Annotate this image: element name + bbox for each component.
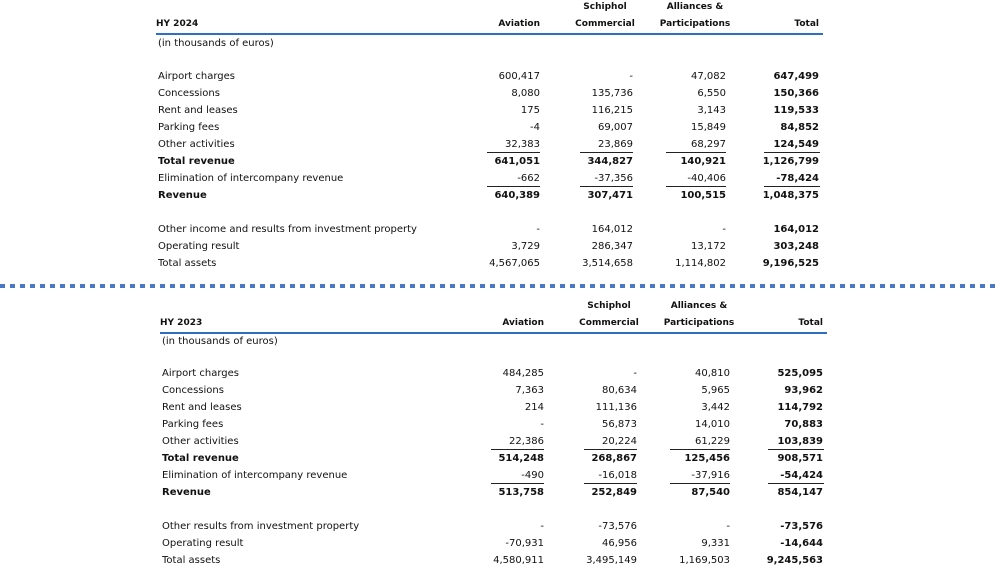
cell-alliances: 140,921: [680, 156, 726, 167]
row-label: Rent and leases: [158, 105, 238, 116]
row-label: Airport charges: [158, 71, 236, 82]
cell-schiphol: 164,012: [591, 224, 633, 235]
cell-total: 103,839: [777, 436, 823, 447]
cell-aviation: 7,363: [515, 385, 544, 396]
row-label: Total assets: [158, 258, 217, 269]
header-rule: [156, 33, 823, 35]
row-label: Parking fees: [162, 419, 224, 430]
row-label: Total assets: [162, 555, 221, 566]
cell-alliances: 14,010: [695, 419, 730, 430]
cell-aviation: 22,386: [509, 436, 544, 447]
row-label: Concessions: [158, 88, 220, 99]
cell-schiphol: 135,736: [591, 88, 633, 99]
segment-table-hy2023: [0, 290, 1000, 575]
row-label: Other activities: [158, 139, 235, 150]
row-label: Total revenue: [162, 453, 239, 464]
subtotal-rule: [666, 186, 726, 187]
col-header-total: Total: [798, 318, 823, 328]
cell-aviation: 640,389: [494, 190, 540, 201]
cell-aviation: -490: [521, 470, 544, 481]
period-label: HY 2024: [156, 19, 199, 29]
row-label: Concessions: [162, 385, 224, 396]
subtotal-rule: [670, 449, 730, 450]
cell-alliances: -40,406: [687, 173, 726, 184]
cell-aviation: 600,417: [498, 71, 540, 82]
subtotal-rule: [584, 449, 637, 450]
section-divider: [0, 284, 1000, 288]
cell-total: 119,533: [773, 105, 819, 116]
cell-total: 9,196,525: [762, 258, 819, 269]
row-label: Rent and leases: [162, 402, 242, 413]
row-label: Operating result: [162, 538, 244, 549]
row-label: Revenue: [158, 190, 207, 201]
cell-total: -73,576: [780, 521, 823, 532]
cell-aviation: -662: [517, 173, 540, 184]
cell-schiphol: 3,495,149: [586, 555, 637, 566]
subtotal-rule: [764, 152, 820, 153]
row-label: Airport charges: [162, 368, 240, 379]
col-header-alliances-line1: Alliances &: [666, 2, 724, 12]
cell-alliances: 1,114,802: [675, 258, 726, 269]
cell-total: 647,499: [773, 71, 819, 82]
cell-alliances: 47,082: [691, 71, 726, 82]
period-label: HY 2023: [160, 318, 203, 328]
cell-total: 84,852: [780, 122, 819, 133]
cell-aviation: 175: [520, 105, 540, 116]
cell-alliances: 87,540: [691, 487, 730, 498]
cell-alliances: 15,849: [691, 122, 726, 133]
subtotal-rule: [768, 449, 824, 450]
cell-aviation: -70,931: [505, 538, 544, 549]
cell-total: 908,571: [777, 453, 823, 464]
row-label: Elimination of intercompany revenue: [158, 173, 344, 184]
subtotal-rule: [670, 483, 730, 484]
cell-aviation: 32,383: [505, 139, 540, 150]
cell-alliances: 100,515: [680, 190, 726, 201]
cell-alliances: 6,550: [697, 88, 726, 99]
cell-aviation: 214: [524, 402, 544, 413]
cell-aviation: 514,248: [498, 453, 544, 464]
cell-total: 303,248: [773, 241, 819, 252]
col-header-schiphol-line1: Schiphol: [583, 2, 627, 12]
cell-total: 1,048,375: [762, 190, 819, 201]
cell-aviation: -4: [530, 122, 540, 133]
cell-alliances: 68,297: [691, 139, 726, 150]
col-header-schiphol-line1: Schiphol: [587, 301, 631, 311]
cell-aviation: 641,051: [494, 156, 540, 167]
cell-alliances: -37,916: [691, 470, 730, 481]
cell-total: 93,962: [784, 385, 823, 396]
units-label: (in thousands of euros): [162, 336, 278, 347]
col-header-alliances-line2: Participations: [659, 19, 731, 29]
cell-aviation: 513,758: [498, 487, 544, 498]
cell-aviation: -: [540, 419, 544, 430]
row-label: Elimination of intercompany revenue: [162, 470, 348, 481]
subtotal-rule: [487, 186, 540, 187]
cell-total: 525,095: [777, 368, 823, 379]
units-label: (in thousands of euros): [158, 38, 274, 49]
row-label: Other income and results from investment property: [158, 224, 417, 235]
subtotal-rule: [584, 483, 637, 484]
subtotal-rule: [666, 152, 726, 153]
subtotal-rule: [768, 483, 824, 484]
cell-alliances: 5,965: [701, 385, 730, 396]
cell-total: 9,245,563: [766, 555, 823, 566]
cell-alliances: 40,810: [695, 368, 730, 379]
cell-alliances: 3,143: [697, 105, 726, 116]
cell-aviation: 484,285: [502, 368, 544, 379]
col-header-alliances-line1: Alliances &: [670, 301, 728, 311]
cell-schiphol: 268,867: [591, 453, 637, 464]
cell-aviation: 8,080: [511, 88, 540, 99]
col-header-total: Total: [794, 19, 819, 29]
cell-total: 150,366: [773, 88, 819, 99]
cell-aviation: 4,580,911: [493, 555, 544, 566]
cell-alliances: 61,229: [695, 436, 730, 447]
cell-aviation: -: [536, 224, 540, 235]
cell-total: -14,644: [780, 538, 823, 549]
cell-total: -54,424: [780, 470, 823, 481]
cell-aviation: 4,567,065: [489, 258, 540, 269]
cell-schiphol: 344,827: [587, 156, 633, 167]
cell-alliances: 1,169,503: [679, 555, 730, 566]
cell-alliances: 13,172: [691, 241, 726, 252]
subtotal-rule: [580, 186, 633, 187]
cell-aviation: 3,729: [511, 241, 540, 252]
cell-schiphol: 69,007: [598, 122, 633, 133]
cell-alliances: 9,331: [701, 538, 730, 549]
cell-schiphol: -73,576: [598, 521, 637, 532]
row-label: Total revenue: [158, 156, 235, 167]
cell-total: 1,126,799: [762, 156, 819, 167]
cell-total: 164,012: [773, 224, 819, 235]
cell-schiphol: 80,634: [602, 385, 637, 396]
subtotal-rule: [580, 152, 633, 153]
cell-schiphol: 56,873: [602, 419, 637, 430]
row-label: Other activities: [162, 436, 239, 447]
subtotal-rule: [491, 449, 544, 450]
row-label: Revenue: [162, 487, 211, 498]
cell-schiphol: 116,215: [591, 105, 633, 116]
cell-total: -78,424: [776, 173, 819, 184]
cell-schiphol: 307,471: [587, 190, 633, 201]
col-header-alliances-line2: Participations: [663, 318, 735, 328]
col-header-aviation: Aviation: [502, 318, 544, 328]
cell-schiphol: 20,224: [602, 436, 637, 447]
cell-schiphol: 111,136: [595, 402, 637, 413]
cell-total: 70,883: [784, 419, 823, 430]
col-header-schiphol-line2: Commercial: [575, 19, 635, 29]
cell-schiphol: -16,018: [598, 470, 637, 481]
cell-alliances: 125,456: [684, 453, 730, 464]
cell-total: 854,147: [777, 487, 823, 498]
cell-alliances: -: [722, 224, 726, 235]
cell-schiphol: -37,356: [594, 173, 633, 184]
col-header-schiphol-line2: Commercial: [579, 318, 639, 328]
cell-aviation: -: [540, 521, 544, 532]
subtotal-rule: [487, 152, 540, 153]
cell-alliances: -: [726, 521, 730, 532]
row-label: Parking fees: [158, 122, 220, 133]
subtotal-rule: [491, 483, 544, 484]
cell-total: 124,549: [773, 139, 819, 150]
header-rule: [160, 332, 827, 334]
cell-schiphol: 286,347: [591, 241, 633, 252]
cell-schiphol: -: [633, 368, 637, 379]
cell-schiphol: -: [629, 71, 633, 82]
cell-schiphol: 23,869: [598, 139, 633, 150]
cell-alliances: 3,442: [701, 402, 730, 413]
col-header-aviation: Aviation: [498, 19, 540, 29]
cell-schiphol: 46,956: [602, 538, 637, 549]
cell-schiphol: 252,849: [591, 487, 637, 498]
row-label: Other results from investment property: [162, 521, 360, 532]
segment-table-hy2024: [0, 0, 1000, 283]
subtotal-rule: [764, 186, 820, 187]
cell-schiphol: 3,514,658: [582, 258, 633, 269]
cell-total: 114,792: [777, 402, 823, 413]
row-label: Operating result: [158, 241, 240, 252]
